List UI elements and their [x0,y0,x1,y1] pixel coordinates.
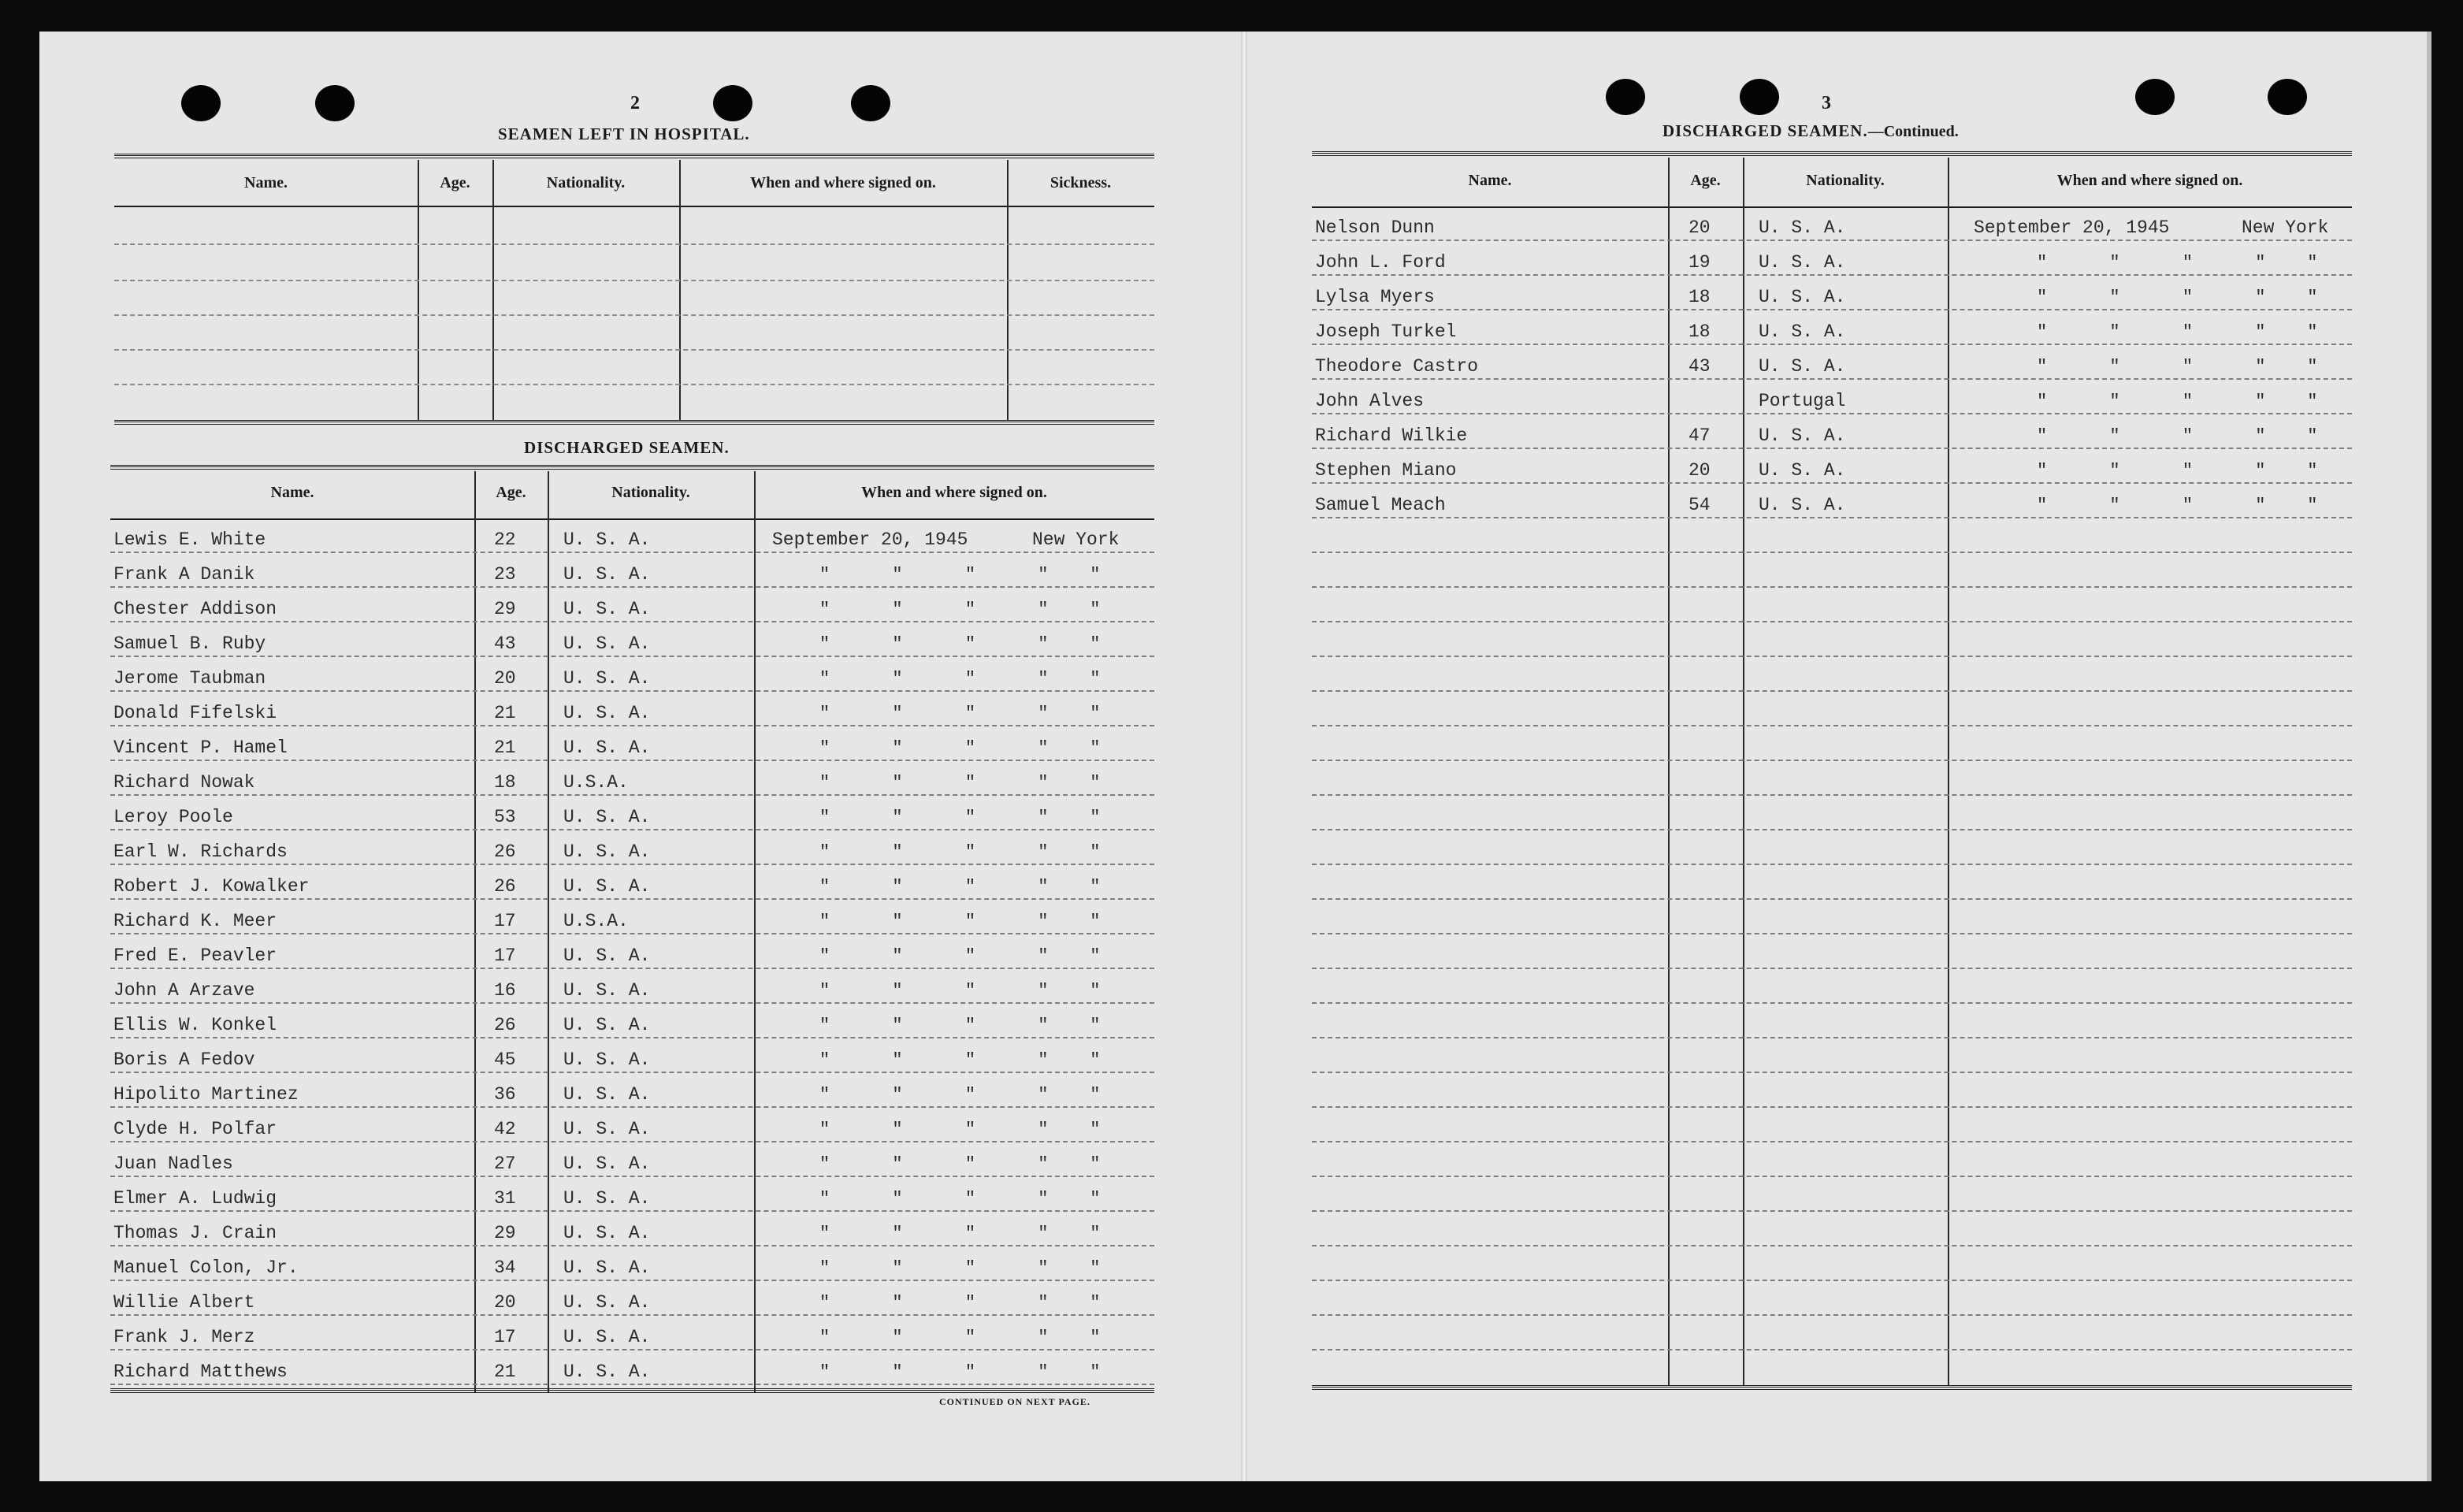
table-row [1312,206,2352,241]
seaman-nationality: U. S. A. [563,841,651,862]
seaman-name: Lewis E. White [113,529,266,550]
table-row [110,1350,1154,1385]
table-row [1312,657,2352,692]
seaman-age: 18 [494,772,516,793]
ditto-marks: " " " " " [819,1258,1101,1278]
seaman-name: Juan Nadles [113,1154,233,1174]
seaman-age: 20 [1688,217,1711,238]
table-row [110,969,1154,1004]
table-row [1312,830,2352,865]
table-row [110,1038,1154,1073]
punch-hole [1740,79,1779,115]
seaman-name: Lylsa Myers [1315,287,1435,307]
page-number-left: 2 [630,93,640,113]
punch-hole [851,85,890,121]
discharged-col-nationality: Nationality. [611,484,690,501]
table-row [110,588,1154,622]
table-row [110,518,1154,553]
seaman-nationality: U. S. A. [563,529,651,550]
ditto-marks: " " " " " [819,1120,1101,1139]
seaman-age: 29 [494,1223,516,1243]
seaman-nationality: U. S. A. [563,1154,651,1174]
seaman-age: 18 [1688,321,1711,342]
seaman-age: 27 [494,1154,516,1174]
seaman-nationality: U. S. A. [563,876,651,897]
discharged-col-signed-on: When and where signed on. [861,484,1047,501]
signed-on-date: September 20, 1945 [1974,217,2170,238]
discharged-table-left [110,465,1154,1399]
ditto-marks: " " " " " [819,773,1101,793]
seaman-name: John Alves [1315,391,1425,411]
ditto-marks: " " " " " [819,634,1101,654]
table-row [1312,414,2352,449]
table-row [1312,1142,2352,1177]
table-row [110,622,1154,657]
seaman-name: Fred E. Peavler [113,945,277,966]
seaman-nationality: U. S. A. [563,737,651,758]
seaman-age: 47 [1688,425,1711,446]
table-row [110,1073,1154,1108]
table-row [1312,276,2352,310]
table-row [110,657,1154,692]
seaman-nationality: U.S.A. [563,772,629,793]
punch-hole [2135,79,2175,115]
table-row [110,1177,1154,1212]
table-row [110,830,1154,865]
seaman-age: 16 [494,980,516,1001]
table-row [1312,310,2352,345]
seaman-nationality: U. S. A. [563,1049,651,1070]
seaman-age: 23 [494,564,516,585]
hospital-col-nationality: Nationality. [546,174,626,191]
seaman-name: Richard K. Meer [113,911,277,931]
table-row [1312,796,2352,830]
hospital-col-sickness: Sickness. [1049,174,1112,191]
ditto-marks: " " " " " [819,1293,1101,1313]
hospital-col-signed-on: When and where signed on. [750,174,936,191]
seaman-age: 22 [494,529,516,550]
seaman-name: John L. Ford [1315,252,1446,273]
table-row [1312,1246,2352,1281]
seaman-nationality: U. S. A. [563,564,651,585]
ditto-marks: " " " " " [2037,288,2318,307]
seaman-age: 21 [494,703,516,723]
table-row [110,900,1154,934]
table-row [110,934,1154,969]
hospital-col-name: Name. [244,174,288,191]
seaman-age: 43 [1688,356,1711,377]
seaman-name: Ellis W. Konkel [113,1015,277,1035]
seaman-name: Richard Nowak [113,772,255,793]
seaman-age: 20 [1688,460,1711,481]
hospital-heading: SEAMEN LEFT IN HOSPITAL. [498,124,750,143]
ditto-marks: " " " " " [819,600,1101,619]
ditto-marks: " " " " " [2037,392,2318,411]
discharged-heading-right [1662,121,1959,141]
punch-hole [315,85,355,121]
seaman-age: 36 [494,1084,516,1105]
seaman-age: 26 [494,1015,516,1035]
ditto-marks: " " " " " [819,912,1101,931]
table-row [1312,1073,2352,1108]
seaman-age: 18 [1688,287,1711,307]
seaman-age: 34 [494,1258,516,1278]
seaman-age: 53 [494,807,516,827]
seaman-age: 26 [494,876,516,897]
seaman-age: 20 [494,1292,516,1313]
seaman-name: Earl W. Richards [113,841,288,862]
table-row [110,1142,1154,1177]
seaman-name: John A Arzave [113,980,255,1001]
discharged-rows-left [110,518,1154,1385]
ditto-marks: " " " " " [819,946,1101,966]
seaman-age: 45 [494,1049,516,1070]
page-number-right: 3 [1822,93,1831,113]
seaman-nationality: U. S. A. [563,703,651,723]
seaman-name: Richard Wilkie [1315,425,1468,446]
seaman-nationality: U. S. A. [563,980,651,1001]
signed-on-date: September 20, 1945 [772,529,968,550]
table-row [1312,553,2352,588]
seaman-name: Vincent P. Hamel [113,737,288,758]
seaman-age: 17 [494,945,516,966]
seaman-nationality: U. S. A. [563,599,651,619]
discharged-right-col-nationality: Nationality. [1806,172,1885,189]
continued-note: CONTINUED ON NEXT PAGE. [939,1396,1090,1407]
seaman-name: Manuel Colon, Jr. [113,1258,299,1278]
seaman-name: Donald Fifelski [113,703,277,723]
seaman-name: Robert J. Kowalker [113,876,310,897]
table-row [1312,726,2352,761]
ditto-marks: " " " " " [2037,461,2318,481]
seaman-age: 19 [1688,252,1711,273]
ditto-marks: " " " " " [2037,426,2318,446]
table-row [1312,934,2352,969]
seaman-nationality: U. S. A. [563,1188,651,1209]
seaman-nationality: U. S. A. [563,668,651,689]
seaman-nationality: U. S. A. [563,1327,651,1347]
table-row [1312,1316,2352,1350]
ditto-marks: " " " " " [819,1085,1101,1105]
discharged-right-col-age: Age. [1690,172,1721,189]
table-row [1312,1281,2352,1316]
ditto-marks: " " " " " [819,738,1101,758]
seaman-age: 20 [494,668,516,689]
ditto-marks: " " " " " [819,1016,1101,1035]
table-row [110,692,1154,726]
seaman-name: Boris A Fedov [113,1049,255,1070]
ditto-marks: " " " " " [819,808,1101,827]
seaman-age: 17 [494,911,516,931]
seaman-name: Joseph Turkel [1315,321,1457,342]
seaman-nationality: U.S.A. [563,911,629,931]
discharged-right-col-name: Name. [1468,172,1512,189]
discharged-col-age: Age. [496,484,526,501]
ditto-marks: " " " " " [819,877,1101,897]
seaman-nationality: Portugal [1759,391,1846,411]
table-row [110,1316,1154,1350]
seaman-nationality: U. S. A. [1759,252,1846,273]
seaman-nationality: U. S. A. [563,1362,651,1382]
table-row [1312,241,2352,276]
seaman-name: Elmer A. Ludwig [113,1188,277,1209]
seaman-nationality: U. S. A. [563,633,651,654]
table-row [1312,1004,2352,1038]
seaman-age: 31 [494,1188,516,1209]
table-row [110,761,1154,796]
seaman-name: Leroy Poole [113,807,233,827]
punch-hole [713,85,752,121]
signed-on-place: New York [1032,529,1120,550]
seaman-nationality: U. S. A. [563,807,651,827]
ditto-marks: " " " " " [819,842,1101,862]
seaman-name: Samuel Meach [1315,495,1446,515]
seaman-nationality: U. S. A. [1759,495,1846,515]
table-row [1312,1212,2352,1246]
seaman-nationality: U. S. A. [1759,217,1846,238]
table-row [1312,692,2352,726]
seaman-age: 29 [494,599,516,619]
seaman-name: Richard Matthews [113,1362,288,1382]
seaman-name: Clyde H. Polfar [113,1119,277,1139]
seaman-age: 43 [494,633,516,654]
signed-on-place: New York [2242,217,2329,238]
ditto-marks: " " " " " [819,1328,1101,1347]
seaman-nationality: U. S. A. [1759,356,1846,377]
ditto-marks: " " " " " [819,1189,1101,1209]
table-row [1312,588,2352,622]
seaman-nationality: U. S. A. [563,1292,651,1313]
table-row [1312,622,2352,657]
seaman-name: Hipolito Martinez [113,1084,299,1105]
seaman-nationality: U. S. A. [563,1084,651,1105]
ditto-marks: " " " " " [819,565,1101,585]
ditto-marks: " " " " " [2037,357,2318,377]
punch-hole [2268,79,2307,115]
ditto-marks: " " " " " [2037,253,2318,273]
seaman-name: Frank J. Merz [113,1327,255,1347]
table-row [1312,1108,2352,1142]
seaman-name: Chester Addison [113,599,277,619]
seaman-nationality: U. S. A. [563,1119,651,1139]
page-fold [1241,32,1247,1481]
table-row [1312,900,2352,934]
seaman-age: 54 [1688,495,1711,515]
ditto-marks: " " " " " [819,1050,1101,1070]
table-row [1312,1177,2352,1212]
table-row [1312,449,2352,484]
ditto-marks: " " " " " [819,1362,1101,1382]
table-row [1312,969,2352,1004]
hospital-col-age: Age. [440,174,470,191]
seaman-age: 17 [494,1327,516,1347]
seaman-nationality: U. S. A. [1759,425,1846,446]
table-row [1312,345,2352,380]
seaman-name: Willie Albert [113,1292,255,1313]
table-row [1312,761,2352,796]
ditto-marks: " " " " " [819,669,1101,689]
seaman-nationality: U. S. A. [563,945,651,966]
seaman-nationality: U. S. A. [563,1015,651,1035]
ditto-marks: " " " " " [819,981,1101,1001]
table-row [110,796,1154,830]
table-row [110,865,1154,900]
seaman-nationality: U. S. A. [563,1258,651,1278]
seaman-age: 21 [494,1362,516,1382]
punch-hole [181,85,221,121]
seaman-name: Nelson Dunn [1315,217,1435,238]
discharged-heading-right-title: DISCHARGED SEAMEN. [1662,121,1868,140]
table-row [1312,518,2352,553]
seaman-nationality: U. S. A. [1759,460,1846,481]
table-row [110,1246,1154,1281]
discharged-col-name: Name. [270,484,314,501]
table-row [110,1212,1154,1246]
seaman-name: Stephen Miano [1315,460,1457,481]
punch-hole [1606,79,1645,115]
table-row [110,553,1154,588]
seaman-name: Jerome Taubman [113,668,266,689]
table-row [1312,484,2352,518]
seaman-nationality: U. S. A. [563,1223,651,1243]
discharged-right-col-signed-on: When and where signed on. [2056,172,2243,189]
table-row [110,726,1154,761]
seaman-name: Thomas J. Crain [113,1223,277,1243]
seaman-name: Samuel B. Ruby [113,633,266,654]
table-row [1312,865,2352,900]
discharged-table-right [1312,151,2352,1395]
table-row [110,1281,1154,1316]
seaman-age: 26 [494,841,516,862]
discharged-heading-left: DISCHARGED SEAMEN. [524,438,730,457]
seaman-age: 42 [494,1119,516,1139]
seaman-nationality: U. S. A. [1759,321,1846,342]
ditto-marks: " " " " " [2037,496,2318,515]
table-row [1312,1038,2352,1073]
ditto-marks: " " " " " [819,1224,1101,1243]
table-row [1312,380,2352,414]
seaman-nationality: U. S. A. [1759,287,1846,307]
seaman-name: Frank A Danik [113,564,255,585]
ditto-marks: " " " " " [819,1154,1101,1174]
ditto-marks: " " " " " [819,704,1101,723]
hospital-table [114,154,1154,425]
seaman-name: Theodore Castro [1315,356,1479,377]
seaman-age: 21 [494,737,516,758]
table-row [110,1108,1154,1142]
ditto-marks: " " " " " [2037,322,2318,342]
table-row [110,1004,1154,1038]
discharged-rows-right [1312,206,2352,1380]
discharged-heading-right-suffix: —Continued. [1867,123,1959,140]
